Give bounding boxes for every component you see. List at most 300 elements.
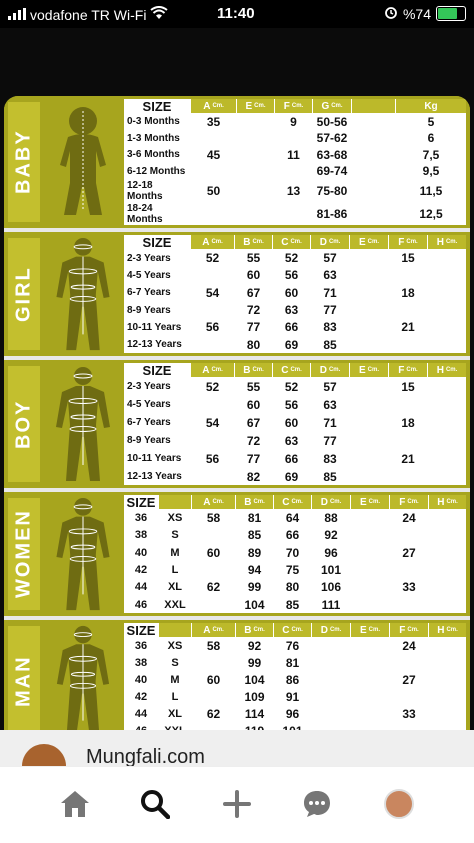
section-label-boy: BOY bbox=[8, 366, 40, 482]
table-cell: 24 bbox=[390, 638, 428, 654]
column-header-label: B bbox=[244, 624, 252, 636]
size-cell: 18-24 Months bbox=[124, 203, 190, 225]
column-header bbox=[312, 495, 350, 509]
table-cell: 60 bbox=[192, 672, 235, 688]
table-cell bbox=[351, 597, 389, 613]
column-header bbox=[428, 235, 466, 249]
table-cell bbox=[351, 579, 389, 595]
column-header-label: F bbox=[398, 364, 405, 376]
table-cell: 54 bbox=[191, 285, 234, 301]
table-cell: 88 bbox=[312, 510, 350, 526]
column-header-label: B bbox=[243, 236, 251, 248]
column-header-label: H bbox=[436, 236, 444, 248]
column-unit: Cm. bbox=[212, 499, 224, 505]
table-cell: 80 bbox=[274, 579, 311, 595]
table-cell bbox=[350, 378, 388, 395]
column-header-label: H bbox=[436, 364, 444, 376]
table-cell bbox=[350, 414, 388, 431]
table-cell bbox=[429, 510, 466, 526]
table-cell bbox=[389, 302, 427, 318]
column-header bbox=[192, 495, 235, 509]
size-cell: 6-7 Years bbox=[124, 414, 190, 431]
table-cell: 75-80 bbox=[313, 180, 351, 202]
table-cell bbox=[428, 450, 466, 467]
table-cell: 60 bbox=[235, 267, 272, 283]
table-cell: 58 bbox=[192, 638, 235, 654]
table-cell bbox=[390, 689, 428, 705]
column-header-label: H bbox=[437, 624, 445, 636]
table-cell: 83 bbox=[311, 450, 349, 467]
table-cell: 63 bbox=[273, 302, 310, 318]
column-unit: Cm. bbox=[407, 627, 419, 633]
table-cell bbox=[350, 267, 388, 283]
table-cell bbox=[428, 414, 466, 431]
size-chart bbox=[4, 96, 470, 746]
column-unit: Cm. bbox=[445, 367, 458, 373]
table-cell bbox=[351, 689, 389, 705]
table-cell bbox=[428, 396, 466, 413]
table-cell: 77 bbox=[235, 319, 272, 335]
table-cell: 92 bbox=[312, 527, 350, 543]
size-cell: 40 bbox=[124, 672, 158, 688]
size-cell: 38 bbox=[124, 655, 158, 671]
column-header bbox=[275, 99, 312, 113]
column-header-label: SIZE bbox=[142, 234, 172, 250]
table-cell bbox=[390, 527, 428, 543]
table-cell bbox=[350, 450, 388, 467]
table-cell bbox=[350, 337, 388, 353]
table-cell: 57 bbox=[311, 378, 349, 395]
column-header bbox=[159, 495, 191, 509]
column-header-label: F bbox=[398, 236, 405, 248]
table-cell: L bbox=[159, 689, 191, 705]
advertiser-logo bbox=[22, 744, 66, 766]
table-cell: 21 bbox=[389, 319, 427, 335]
table-cell: 85 bbox=[274, 597, 311, 613]
table-cell: 94 bbox=[236, 562, 273, 578]
table-cell bbox=[352, 131, 395, 147]
table-cell: 85 bbox=[311, 337, 349, 353]
carrier-name: vodafone TR Wi-Fi bbox=[30, 6, 147, 23]
column-unit: Cm. bbox=[445, 239, 458, 245]
table-cell: 99 bbox=[236, 579, 273, 595]
column-header bbox=[191, 363, 234, 377]
section-girl bbox=[4, 232, 470, 360]
section-label-girl: GIRL bbox=[8, 238, 40, 350]
column-unit: Cm. bbox=[211, 239, 223, 245]
table-cell: S bbox=[159, 655, 191, 671]
column-header bbox=[396, 99, 466, 113]
table-cell bbox=[192, 527, 235, 543]
column-unit: Cm. bbox=[367, 367, 379, 373]
table-cell: 92 bbox=[236, 638, 273, 654]
column-header-label: C bbox=[281, 364, 289, 376]
table-cell: 60 bbox=[273, 285, 310, 301]
table-cell bbox=[428, 285, 466, 301]
table-cell: 71 bbox=[311, 414, 349, 431]
section-label-man: MAN bbox=[8, 626, 40, 736]
table-cell bbox=[237, 114, 274, 130]
table-cell bbox=[191, 164, 236, 180]
table-cell bbox=[350, 302, 388, 318]
column-header bbox=[236, 623, 273, 637]
column-unit: Cm. bbox=[211, 367, 223, 373]
size-cell: 36 bbox=[124, 510, 158, 526]
table-cell bbox=[312, 655, 350, 671]
table-cell bbox=[351, 545, 389, 561]
women-body-figure-icon bbox=[46, 496, 120, 619]
column-unit: Cm. bbox=[254, 103, 266, 109]
table-cell bbox=[351, 706, 389, 722]
table-cell: 27 bbox=[390, 545, 428, 561]
table-cell: 80 bbox=[235, 337, 272, 353]
column-header bbox=[274, 495, 311, 509]
size-cell: 36 bbox=[124, 638, 158, 654]
column-unit: Cm. bbox=[328, 239, 341, 245]
table-cell: XXL bbox=[159, 597, 191, 613]
table-cell: 96 bbox=[312, 545, 350, 561]
table-cell: 91 bbox=[274, 689, 311, 705]
column-header bbox=[390, 495, 428, 509]
table-cell bbox=[429, 689, 466, 705]
size-table-women bbox=[124, 495, 466, 613]
table-cell: 96 bbox=[274, 706, 311, 722]
table-cell: 85 bbox=[311, 468, 349, 485]
table-cell: 89 bbox=[236, 545, 273, 561]
table-cell: 57-62 bbox=[313, 131, 351, 147]
column-unit: Cm. bbox=[368, 627, 380, 633]
column-header bbox=[428, 363, 466, 377]
column-header-label: D bbox=[320, 624, 328, 636]
column-header-label: A bbox=[202, 236, 210, 248]
column-header-label: H bbox=[437, 496, 445, 508]
table-cell: 85 bbox=[236, 527, 273, 543]
table-cell bbox=[237, 147, 274, 163]
table-cell bbox=[191, 468, 234, 485]
column-header-label: E bbox=[359, 624, 367, 636]
add-icon[interactable] bbox=[220, 787, 254, 821]
table-cell bbox=[352, 114, 395, 130]
table-cell: 72 bbox=[235, 302, 272, 318]
column-header bbox=[274, 623, 311, 637]
column-unit: Cm. bbox=[407, 499, 419, 505]
table-cell: 69 bbox=[273, 468, 310, 485]
table-cell: 50-56 bbox=[313, 114, 351, 130]
column-header-label: G bbox=[321, 100, 330, 112]
table-cell: 11 bbox=[275, 147, 312, 163]
table-cell: 60 bbox=[235, 396, 272, 413]
table-cell: 67 bbox=[235, 414, 272, 431]
column-unit: Cm. bbox=[212, 627, 224, 633]
size-cell: 42 bbox=[124, 562, 158, 578]
table-cell bbox=[191, 267, 234, 283]
table-cell: S bbox=[159, 527, 191, 543]
table-cell bbox=[192, 655, 235, 671]
column-header-label: E bbox=[358, 364, 366, 376]
table-cell: 15 bbox=[389, 378, 427, 395]
table-cell: 27 bbox=[390, 672, 428, 688]
section-label-women: WOMEN bbox=[8, 498, 40, 610]
column-unit: Cm. bbox=[446, 627, 458, 633]
table-cell: 70 bbox=[274, 545, 311, 561]
column-unit: Cm. bbox=[331, 103, 343, 109]
table-cell bbox=[429, 562, 466, 578]
pin-image[interactable] bbox=[0, 28, 474, 730]
table-cell bbox=[350, 285, 388, 301]
column-header bbox=[237, 99, 274, 113]
table-cell: 67 bbox=[235, 285, 272, 301]
table-cell bbox=[389, 337, 427, 353]
table-cell: 63 bbox=[311, 396, 349, 413]
column-header-label: A bbox=[203, 100, 211, 112]
column-header bbox=[350, 363, 388, 377]
table-cell: 52 bbox=[273, 378, 310, 395]
table-cell: 86 bbox=[274, 672, 311, 688]
table-cell bbox=[429, 545, 466, 561]
table-cell bbox=[389, 468, 427, 485]
table-cell bbox=[352, 164, 395, 180]
table-cell bbox=[428, 337, 466, 353]
table-cell bbox=[350, 396, 388, 413]
profile-avatar[interactable] bbox=[382, 787, 416, 821]
ad-text: Mungfali.com bbox=[86, 746, 205, 766]
table-cell bbox=[312, 672, 350, 688]
table-cell: 106 bbox=[312, 579, 350, 595]
table-cell: 55 bbox=[235, 250, 272, 266]
clock: 11:40 bbox=[217, 5, 255, 22]
table-cell: 69 bbox=[273, 337, 310, 353]
table-cell bbox=[428, 432, 466, 449]
table-cell: 24 bbox=[390, 510, 428, 526]
column-header-label: D bbox=[320, 496, 328, 508]
table-cell bbox=[312, 706, 350, 722]
column-unit: Cm. bbox=[406, 239, 418, 245]
table-cell: 45 bbox=[191, 147, 236, 163]
table-cell bbox=[429, 638, 466, 654]
home-icon[interactable] bbox=[58, 787, 92, 821]
column-header-label: F bbox=[283, 100, 290, 112]
size-cell: 2-3 Years bbox=[124, 250, 190, 266]
column-unit: Cm. bbox=[212, 103, 224, 109]
column-header-label: D bbox=[319, 236, 327, 248]
table-cell: 101 bbox=[312, 562, 350, 578]
column-header bbox=[236, 495, 273, 509]
size-cell: 40 bbox=[124, 545, 158, 561]
column-header bbox=[313, 99, 351, 113]
column-header-label: Kg bbox=[424, 100, 438, 112]
table-cell: 76 bbox=[274, 638, 311, 654]
table-cell: 81-86 bbox=[313, 203, 351, 225]
size-table-baby bbox=[124, 99, 466, 225]
column-header bbox=[311, 235, 349, 249]
column-header-label: F bbox=[399, 496, 406, 508]
avatar bbox=[384, 789, 414, 819]
table-cell: 83 bbox=[311, 319, 349, 335]
column-header bbox=[351, 623, 389, 637]
battery-icon bbox=[436, 6, 466, 21]
column-unit: Cm. bbox=[290, 239, 302, 245]
table-cell bbox=[237, 203, 274, 225]
table-cell: 9 bbox=[275, 114, 312, 130]
table-cell bbox=[390, 562, 428, 578]
column-header bbox=[124, 235, 190, 249]
table-cell bbox=[350, 319, 388, 335]
table-cell bbox=[429, 579, 466, 595]
column-header bbox=[191, 99, 236, 113]
table-cell: 81 bbox=[236, 510, 273, 526]
table-cell: 13 bbox=[275, 180, 312, 202]
column-header-label: C bbox=[282, 624, 290, 636]
column-header bbox=[159, 623, 191, 637]
table-cell bbox=[191, 302, 234, 318]
table-cell: 82 bbox=[235, 468, 272, 485]
table-cell: 114 bbox=[236, 706, 273, 722]
column-unit: Cm. bbox=[329, 499, 342, 505]
table-cell: 50 bbox=[191, 180, 236, 202]
ad-banner[interactable] bbox=[0, 730, 474, 766]
table-cell: 33 bbox=[390, 579, 428, 595]
table-cell: 54 bbox=[191, 414, 234, 431]
table-cell: XS bbox=[159, 510, 191, 526]
table-cell bbox=[429, 655, 466, 671]
column-header bbox=[389, 363, 427, 377]
column-header bbox=[429, 623, 466, 637]
table-cell: 104 bbox=[236, 672, 273, 688]
table-cell: 72 bbox=[235, 432, 272, 449]
column-header bbox=[124, 495, 158, 509]
table-cell bbox=[428, 250, 466, 266]
table-cell: 52 bbox=[273, 250, 310, 266]
table-cell: 12,5 bbox=[396, 203, 466, 225]
table-cell bbox=[275, 203, 312, 225]
table-cell: 69-74 bbox=[313, 164, 351, 180]
table-cell bbox=[390, 655, 428, 671]
column-header bbox=[351, 495, 389, 509]
status-bar bbox=[0, 0, 474, 28]
man-body-figure-icon bbox=[46, 624, 120, 745]
table-cell: XS bbox=[159, 638, 191, 654]
table-cell bbox=[192, 562, 235, 578]
section-label-baby: BABY bbox=[8, 102, 40, 222]
table-cell bbox=[191, 203, 236, 225]
column-unit: Cm. bbox=[368, 499, 380, 505]
column-unit: Cm. bbox=[367, 239, 379, 245]
table-cell: L bbox=[159, 562, 191, 578]
table-cell bbox=[351, 527, 389, 543]
column-header-label: E bbox=[359, 496, 367, 508]
column-unit: Cm. bbox=[291, 627, 303, 633]
size-table-boy bbox=[124, 363, 466, 485]
table-cell bbox=[191, 131, 236, 147]
table-cell bbox=[237, 164, 274, 180]
messages-icon[interactable] bbox=[300, 787, 334, 821]
table-cell: 57 bbox=[311, 250, 349, 266]
size-cell: 10-11 Years bbox=[124, 450, 190, 467]
table-cell bbox=[312, 638, 350, 654]
table-cell bbox=[389, 267, 427, 283]
table-cell bbox=[237, 131, 274, 147]
table-cell: 7,5 bbox=[396, 147, 466, 163]
table-cell bbox=[350, 432, 388, 449]
column-header-label: C bbox=[281, 236, 289, 248]
column-header-label: B bbox=[243, 364, 251, 376]
table-cell: 58 bbox=[192, 510, 235, 526]
table-cell bbox=[350, 468, 388, 485]
table-cell: 66 bbox=[273, 450, 310, 467]
size-table-man bbox=[124, 623, 466, 739]
column-header-label: D bbox=[319, 364, 327, 376]
table-cell bbox=[275, 164, 312, 180]
size-cell: 3-6 Months bbox=[124, 147, 190, 163]
table-cell: 77 bbox=[311, 432, 349, 449]
girl-body-figure-icon bbox=[46, 236, 120, 359]
table-cell bbox=[429, 527, 466, 543]
size-cell: 1-3 Months bbox=[124, 131, 190, 147]
section-women bbox=[4, 492, 470, 620]
column-unit: Cm. bbox=[446, 499, 458, 505]
table-cell bbox=[352, 147, 395, 163]
table-cell bbox=[312, 689, 350, 705]
table-cell bbox=[192, 597, 235, 613]
column-header bbox=[352, 99, 395, 113]
section-man bbox=[4, 620, 470, 746]
section-baby bbox=[4, 96, 470, 232]
column-header-label: C bbox=[282, 496, 290, 508]
table-cell: XL bbox=[159, 706, 191, 722]
battery-percent: %74 bbox=[402, 5, 431, 22]
table-cell bbox=[191, 337, 234, 353]
table-cell bbox=[428, 319, 466, 335]
table-cell: 55 bbox=[235, 378, 272, 395]
table-cell: 64 bbox=[274, 510, 311, 526]
column-header bbox=[311, 363, 349, 377]
table-cell: 111 bbox=[312, 597, 350, 613]
size-cell: 0-3 Months bbox=[124, 114, 190, 130]
table-cell bbox=[275, 131, 312, 147]
table-cell bbox=[390, 597, 428, 613]
size-cell: 4-5 Years bbox=[124, 396, 190, 413]
table-cell: 6 bbox=[396, 131, 466, 147]
column-header-label: E bbox=[245, 100, 253, 112]
alarm-icon bbox=[384, 5, 398, 22]
column-unit: Cm. bbox=[291, 103, 304, 109]
size-cell: 12-13 Years bbox=[124, 468, 190, 485]
size-table-girl bbox=[124, 235, 466, 353]
table-cell bbox=[428, 468, 466, 485]
column-unit: Cm. bbox=[252, 239, 264, 245]
size-cell: 38 bbox=[124, 527, 158, 543]
size-cell: 12-18 Months bbox=[124, 180, 190, 202]
table-cell bbox=[428, 378, 466, 395]
search-icon[interactable] bbox=[138, 787, 172, 821]
table-cell: 63-68 bbox=[313, 147, 351, 163]
table-cell: 66 bbox=[274, 527, 311, 543]
size-cell: 6-12 Months bbox=[124, 164, 190, 180]
size-cell: 8-9 Years bbox=[124, 432, 190, 449]
table-cell: 5 bbox=[396, 114, 466, 130]
column-unit: Cm. bbox=[290, 367, 302, 373]
table-cell bbox=[350, 250, 388, 266]
table-cell: 60 bbox=[273, 414, 310, 431]
baby-body-figure-icon bbox=[46, 100, 120, 231]
table-cell: 52 bbox=[191, 250, 234, 266]
table-cell bbox=[429, 672, 466, 688]
table-cell: 109 bbox=[236, 689, 273, 705]
section-boy bbox=[4, 360, 470, 492]
table-cell: 9,5 bbox=[396, 164, 466, 180]
table-cell bbox=[351, 562, 389, 578]
column-header bbox=[389, 235, 427, 249]
